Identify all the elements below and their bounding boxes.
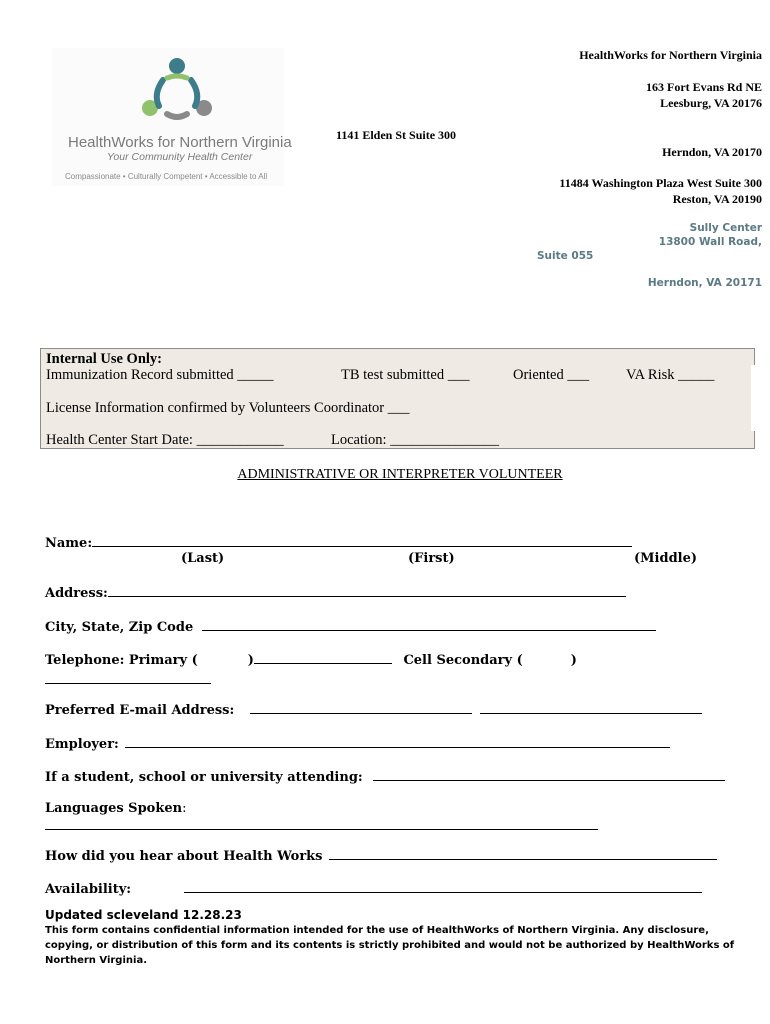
address-label: Address: <box>45 586 108 601</box>
availability-row <box>45 881 702 897</box>
logo-name: HealthWorks for Northern Virginia <box>68 134 292 151</box>
reston-city: Reston, VA 20190 <box>672 192 762 206</box>
form-title: ADMINISTRATIVE OR INTERPRETER VOLUNTEER <box>237 467 563 482</box>
email-label: Preferred E-mail Address: <box>45 703 235 718</box>
location-field[interactable]: Location: _______________ <box>331 432 499 448</box>
telephone-row <box>45 652 577 668</box>
leesburg-street: 163 Fort Evans Rd NE <box>645 80 762 94</box>
herndon-city: Herndon, VA 20170 <box>662 145 762 159</box>
city-label: City, State, Zip Code <box>45 620 194 635</box>
herndon-street: 1141 Elden St Suite 300 <box>336 128 457 142</box>
availability-input[interactable] <box>184 881 702 893</box>
languages-input[interactable] <box>45 818 598 830</box>
license-field[interactable]: License Information confirmed by Volunteers Coordinator ___ <box>46 400 410 416</box>
cell-label: Cell Secondary ( <box>403 653 523 668</box>
employer-input[interactable] <box>125 736 670 748</box>
oriented-field[interactable]: Oriented ___ <box>513 367 590 383</box>
primary-phone-input[interactable] <box>254 652 392 664</box>
email-input-1[interactable] <box>250 702 472 714</box>
name-label: Name: <box>45 536 93 551</box>
city-input[interactable] <box>202 619 656 631</box>
start-date-field[interactable]: Health Center Start Date: ____________ <box>46 432 284 448</box>
internal-use-box <box>40 348 755 449</box>
languages-colon: : <box>182 801 187 816</box>
logo-tagline: Your Community Health Center <box>107 151 253 163</box>
student-label: If a student, school or university attending: <box>45 770 363 785</box>
employer-row <box>45 736 670 752</box>
first-label: (First) <box>408 551 455 566</box>
hear-input[interactable] <box>329 848 717 860</box>
updated-note: Updated scleveland 12.28.23 <box>45 908 242 922</box>
va-risk-field[interactable]: VA Risk _____ <box>626 367 715 383</box>
internal-heading: Internal Use Only: <box>46 351 162 367</box>
immunization-field[interactable]: Immunization Record submitted _____ <box>46 367 274 383</box>
availability-label: Availability: <box>45 882 132 897</box>
sully-city: Herndon, VA 20171 <box>647 277 762 289</box>
name-row <box>45 535 632 551</box>
cell-phone-line <box>45 672 211 688</box>
email-input-2[interactable] <box>480 702 702 714</box>
employer-label: Employer: <box>45 737 119 752</box>
address-input[interactable] <box>108 585 626 597</box>
name-input[interactable] <box>92 535 632 547</box>
sully-name: Sully Center <box>689 222 762 234</box>
sully-suite: Suite 055 <box>537 250 594 262</box>
people-circle-icon <box>137 56 217 126</box>
student-input[interactable] <box>373 769 725 781</box>
org-name: HealthWorks for Northern Virginia <box>579 48 762 62</box>
tb-field[interactable]: TB test submitted ___ <box>341 367 470 383</box>
city-row <box>45 619 656 635</box>
languages-label: Languages Spoken <box>45 801 183 816</box>
student-row <box>45 769 725 785</box>
middle-label: (Middle) <box>634 551 698 566</box>
languages-line <box>45 818 598 834</box>
cell-phone-input[interactable] <box>45 672 211 684</box>
confidential-notice: This form contains confidential information intended for the use of HealthWorks of Northern Virginia. Any disclosure, copying, or distribution of this form and its contents is strictly prohibited and would not be authorized by HealthWorks of Northern Virginia. <box>45 925 735 966</box>
hear-row <box>45 848 717 864</box>
sully-street: 13800 Wall Road, <box>658 236 762 248</box>
tel-close: ) <box>247 653 254 668</box>
email-row <box>45 702 702 718</box>
hear-label: How did you hear about Health Works <box>45 849 323 864</box>
cell-close: ) <box>570 653 577 668</box>
reston-street: 11484 Washington Plaza West Suite 300 <box>559 176 762 190</box>
last-label: (Last) <box>181 551 225 566</box>
telephone-label: Telephone: Primary ( <box>45 653 198 668</box>
logo-values: Compassionate • Culturally Competent • Accessible to All <box>65 172 268 181</box>
healthworks-logo <box>52 48 292 186</box>
address-row <box>45 585 626 601</box>
languages-row <box>45 801 186 816</box>
leesburg-city: Leesburg, VA 20176 <box>660 96 762 110</box>
